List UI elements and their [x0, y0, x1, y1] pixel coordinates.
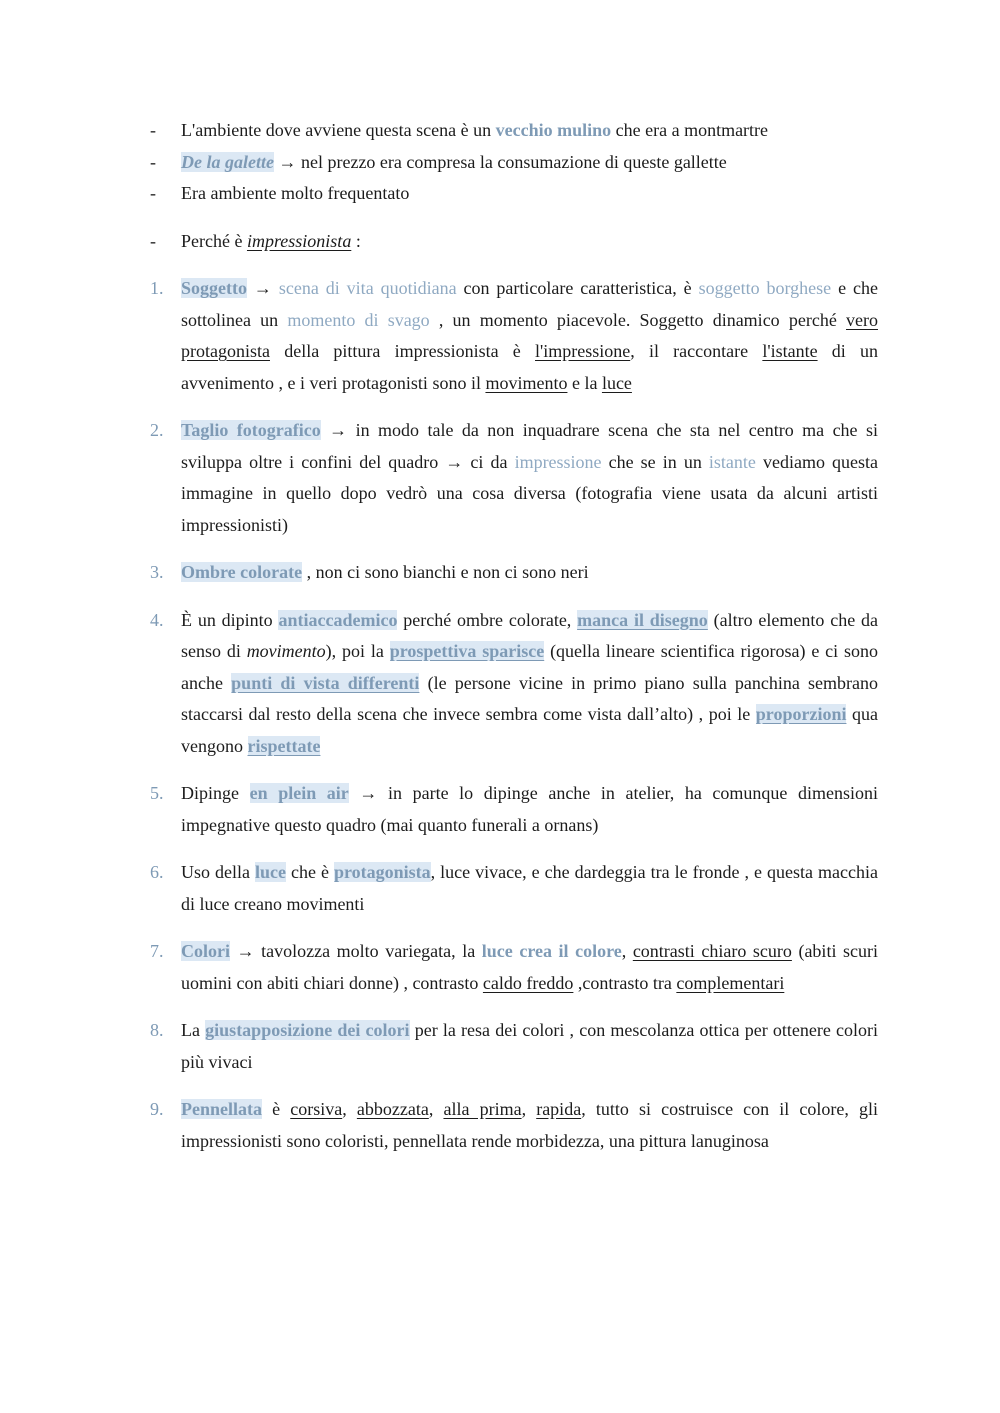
highlighted-keyword: giustapposizione dei colori — [205, 1020, 410, 1040]
text-run: (abiti scuri uomini con abiti chiari donne) , contrasto — [181, 941, 878, 993]
bullet-text — [181, 115, 878, 147]
italic-term: movimento — [246, 641, 326, 661]
list-number: 7. — [150, 941, 164, 961]
light-keyword: impressione — [514, 451, 602, 472]
list-number: 5. — [150, 783, 164, 803]
light-keyword: momento di svago — [287, 309, 430, 330]
underlined-term: alla prima — [443, 1099, 522, 1119]
underlined-term: corsiva — [290, 1099, 343, 1119]
light-keyword: istante — [708, 451, 756, 472]
text-run: ), poi la — [325, 641, 390, 661]
highlighted-underlined-term: rispettate — [247, 735, 321, 756]
text-run: , non ci sono bianchi e non ci sono neri — [302, 562, 589, 582]
highlighted-underlined-term: manca il disegno — [577, 609, 708, 630]
list-item — [150, 273, 878, 399]
bullet-marker: - — [150, 120, 156, 140]
underlined-term: l'istante — [762, 341, 818, 361]
text-run: della pittura impressionista è — [269, 341, 536, 361]
list-number: 2. — [150, 420, 164, 440]
text-run: , il raccontare — [630, 341, 763, 361]
text-run: La — [181, 1020, 206, 1040]
text-run: , — [621, 941, 633, 961]
text-run: → — [247, 278, 279, 298]
list-item — [150, 557, 878, 589]
text-run: (altro elemento che da senso di — [181, 609, 878, 661]
bullet-text — [181, 226, 878, 258]
text-run: (quella lineare scientifica rigorosa) e ci sono anche — [181, 641, 878, 693]
bullet-text: Era ambiente molto frequentato — [181, 183, 410, 203]
text-run: → in parte lo dipinge anche in atelier, ha comunque dimensioni impegnative questo quadro (mai quanto funerali a ornans) — [181, 783, 878, 835]
text-run: → in modo tale da non inquadrare scena che sta nel centro ma che si sviluppa oltre i confini del quadro → ci da — [181, 420, 878, 472]
list-text — [181, 1015, 878, 1078]
highlighted-keyword: protagonista — [333, 862, 431, 882]
bullet-marker: - — [150, 230, 156, 251]
list-text — [181, 273, 878, 399]
bullet-item — [150, 226, 878, 258]
text-run: , tutto si costruisce con il colore, gli impressionisti sono coloristi, pennellata rende morbidezza, una pittura lanuginosa — [181, 1099, 879, 1151]
underlined-term: abbozzata — [356, 1099, 429, 1119]
list-text — [181, 778, 878, 841]
keyword: vecchio mulino — [495, 120, 612, 140]
highlighted-keyword: De la galette — [181, 151, 274, 172]
text-run: perché ombre colorate, — [397, 609, 578, 630]
text-run: che è — [286, 862, 334, 882]
light-keyword: soggetto borghese — [698, 278, 832, 298]
text-run: è — [262, 1099, 291, 1119]
highlighted-keyword: Ombre colorate — [181, 562, 303, 582]
bullet-marker: - — [150, 183, 156, 203]
bullet-item — [150, 147, 878, 179]
text-run: Perché è — [181, 230, 247, 251]
underlined-term: luce — [601, 372, 632, 393]
keyword: luce crea il colore — [481, 941, 622, 961]
list-item — [150, 605, 878, 763]
text-run: Dipinge — [181, 783, 250, 803]
list-text — [181, 936, 878, 999]
list-number: 8. — [150, 1020, 164, 1040]
document-content — [150, 115, 878, 1157]
highlighted-keyword: luce — [255, 862, 286, 882]
text-run: e la — [567, 372, 602, 393]
text-run: → nel prezzo era compresa la consumazione di queste gallette — [273, 151, 727, 172]
underlined-term: complementari — [676, 972, 785, 993]
highlighted-keyword: antiaccademico — [278, 609, 398, 630]
text-run: , — [428, 1099, 444, 1119]
highlighted-underlined-term: proporzioni — [755, 704, 847, 724]
highlighted-underlined-term: prospettiva sparisce — [389, 641, 545, 661]
underlined-term: contrasti chiaro scuro — [632, 941, 792, 961]
list-text — [181, 1094, 878, 1157]
highlighted-keyword: Colori — [181, 941, 230, 961]
highlighted-keyword: Soggetto — [181, 278, 247, 298]
list-item — [150, 857, 878, 920]
highlighted-underlined-term: punti di vista differenti — [231, 672, 420, 693]
text-run: per la resa dei colori , con mescolanza ottica per ottenere colori più vivaci — [181, 1020, 878, 1072]
text-run: L'ambiente dove avviene questa scena è un — [181, 120, 496, 140]
list-number: 1. — [150, 278, 164, 298]
underlined-term: caldo freddo — [482, 972, 574, 993]
underlined-term: vero protagonista — [181, 309, 878, 361]
list-text — [181, 857, 878, 920]
text-run: → tavolozza molto variegata, la — [230, 941, 482, 961]
bullet-marker: - — [150, 151, 156, 172]
text-run: con particolare caratteristica, è — [456, 278, 699, 298]
text-run: , un momento piacevole. Soggetto dinamico perché — [429, 309, 846, 330]
text-run: (le persone vicine in primo piano sulla panchina sembrano staccarsi dal resto della scena che invece sembra come vista dall’alto) , poi le — [181, 672, 879, 724]
underlined-term: rapida — [536, 1099, 582, 1119]
underlined-term: l'impressione — [535, 341, 631, 361]
underlined-term: movimento — [485, 372, 568, 393]
text-run: Uso della — [181, 862, 255, 882]
text-run: , — [521, 1099, 537, 1119]
text-run: È un dipinto — [181, 609, 279, 630]
text-run: , — [342, 1099, 357, 1119]
list-item — [150, 936, 878, 999]
text-run: ,contrasto tra — [573, 972, 677, 993]
list-text — [181, 557, 878, 589]
list-item — [150, 415, 878, 541]
list-text — [181, 605, 878, 763]
text-run: : — [351, 230, 361, 251]
text-run: che era a montmartre — [611, 120, 769, 140]
underlined-term: impressionista — [246, 230, 352, 251]
list-item — [150, 1094, 878, 1157]
text-run: , luce vivace, e che dardeggia tra le fronde , e questa macchia di luce creano movimenti — [181, 862, 879, 914]
list-text — [181, 415, 878, 541]
text-run: e che sottolinea un — [181, 278, 878, 330]
list-number: 3. — [150, 562, 164, 582]
text-run: che se in un — [601, 451, 709, 472]
text-run: di un avvenimento , e i veri protagonisti sono il — [181, 341, 879, 393]
text-run: vediamo questa immagine in quello dopo vedrò una cosa diversa (fotografia viene usata da alcuni artisti impressionisti) — [181, 451, 878, 535]
list-number: 4. — [150, 609, 164, 630]
highlighted-keyword: Taglio fotografico — [181, 420, 321, 440]
highlighted-keyword: Pennellata — [181, 1099, 262, 1119]
list-item — [150, 778, 878, 841]
light-keyword: scena di vita quotidiana — [278, 278, 457, 298]
bullet-text — [181, 147, 878, 179]
numbered-list — [150, 273, 878, 1157]
highlighted-keyword: en plein air — [249, 783, 349, 803]
bullet-item — [150, 178, 878, 210]
list-number: 9. — [150, 1099, 164, 1119]
text-run: qua vengono — [181, 704, 878, 756]
list-item — [150, 1015, 878, 1078]
list-number: 6. — [150, 862, 164, 882]
bullet-item — [150, 115, 878, 147]
